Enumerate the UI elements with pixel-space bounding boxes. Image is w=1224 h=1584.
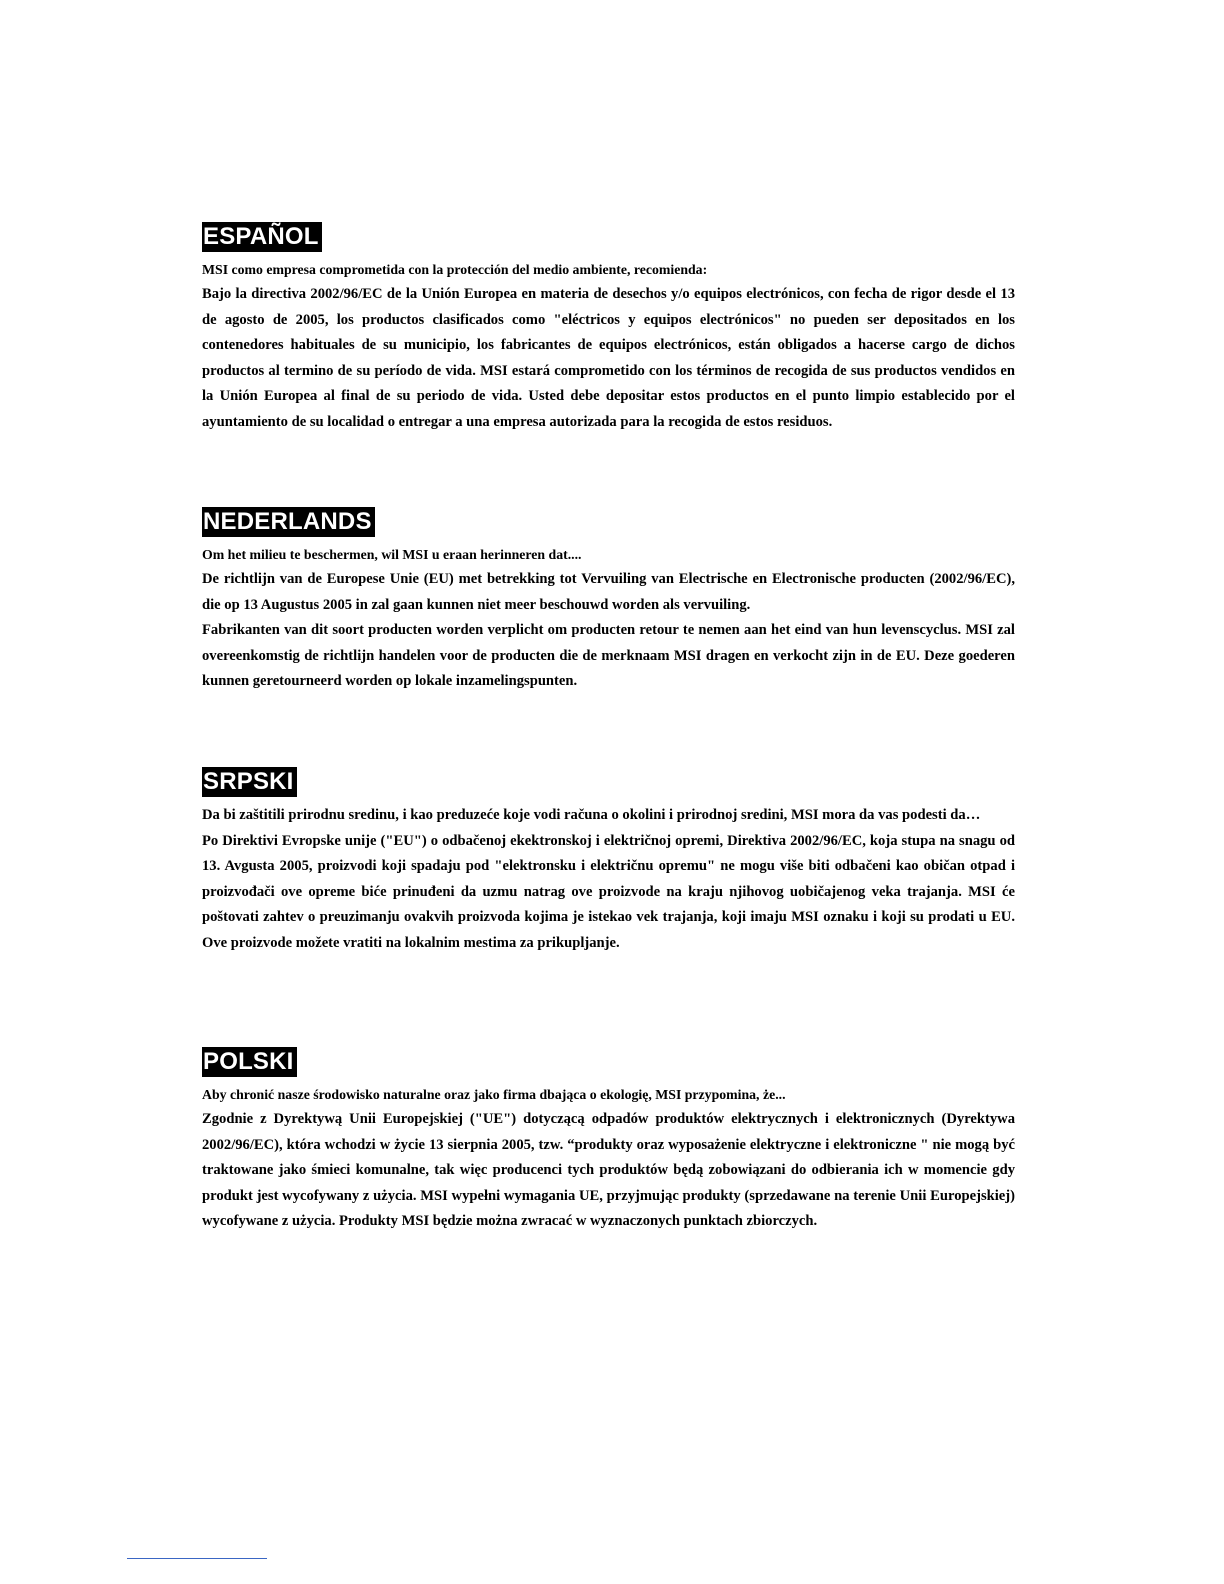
section-nederlands — [202, 507, 1015, 695]
section-polski — [202, 1047, 1015, 1235]
section-body-2: Fabrikanten van dit soort producten worden verplicht om producten retour te nemen aan het eind van hun levenscyclus. MSI zal overeenkomstig de richtlijn handelen voor de producten die de merknaam MSI dragen en verkocht zijn in de EU. Deze goederen kunnen geretourneerd worden op lokale inzamelingspunten. — [202, 622, 1015, 690]
section-body: Po Direktivi Evropske unije ("EU") o odbačenoj ekektronskoj i električnoj opremi, Direktiva 2002/96/EC, koja stupa na snagu od 13. Avgusta 2005, proizvodi koji spadaju pod "elektronsku i električnu opremu" ne mogu više biti odbačeni kao običan otpad i proizvođači ove opreme biće prinuđeni da uzmu natrag ove proizvode na kraju njihovog uobičajenog veka trajanja. MSI će poštovati zahtev o preuzimanju ovakvih proizvoda kojima je istekao vek trajanja, koji imaju MSI oznaku i koji su prodati u EU. Ove proizvode možete vratiti na lokalnim mestima za prikupljanje. — [202, 832, 1015, 951]
section-espanol — [202, 222, 1015, 436]
section-body: Bajo la directiva 2002/96/EC de la Unión Europea en materia de desechos y/o equipos electrónicos, con fecha de rigor desde el 13 de agosto de 2005, los productos clasificados como "eléctricos y equipos electrónicos" no pueden ser depositados en los contenedores habituales de su municipio, los fabricantes de equipos electrónicos, están obligados a hacerse cargo de dichos productos al termino de su período de vida. MSI estará comprometido con los términos de recogida de sus productos vendidos en la Unión Europea al final de su periodo de vida. Usted debe depositar estos productos en el punto limpio establecido por el ayuntamiento de su localidad o entregar a una empresa autorizada para la recogida de estos residuos. — [202, 286, 1015, 430]
section-intro: MSI como empresa comprometida con la protección del medio ambiente, recomienda: — [202, 262, 708, 277]
section-srpski — [202, 767, 1015, 957]
section-body: De richtlijn van de Europese Unie (EU) met betrekking tot Vervuiling van Electrische en Electronische producten (2002/96/EC), die op 13 Augustus 2005 in zal gaan kunnen niet meer beschouwd worden als vervuiling. — [202, 571, 1015, 613]
section-heading: POLSKI — [202, 1047, 297, 1077]
section-heading: NEDERLANDS — [202, 507, 375, 537]
section-heading: ESPAÑOL — [202, 222, 322, 252]
section-body: Zgodnie z Dyrektywą Unii Europejskiej ("UE") dotyczącą odpadów produktów elektrycznych i elektronicznych (Dyrektywa 2002/96/EC), która wchodzi w życie 13 sierpnia 2005, tzw. “produkty oraz wyposażenie elektryczne i elektroniczne " nie mogą być traktowane jako śmieci komunalne, tak więc producenci tych produktów będą zobowiązani do odbierania ich w momencie gdy produkt jest wycofywany z użycia. MSI wypełni wymagania UE, przyjmując produkty (sprzedawane na terenie Unii Europejskiej) wycofywane z użycia. Produkty MSI będzie można zwracać w wyznaczonych punktach zbiorczych. — [202, 1111, 1015, 1230]
section-intro: Da bi zaštitili prirodnu sredinu, i kao preduzeće koje vodi računa o okolini i prirodnoj sredini, MSI mora da vas podesti da… — [202, 807, 981, 823]
section-intro: Om het milieu te beschermen, wil MSI u eraan herinneren dat.... — [202, 547, 582, 562]
footnote-divider — [127, 1558, 267, 1559]
section-heading: SRPSKI — [202, 767, 297, 797]
section-intro: Aby chronić nasze środowisko naturalne oraz jako firma dbająca o ekologię, MSI przypomina, że... — [202, 1087, 786, 1102]
